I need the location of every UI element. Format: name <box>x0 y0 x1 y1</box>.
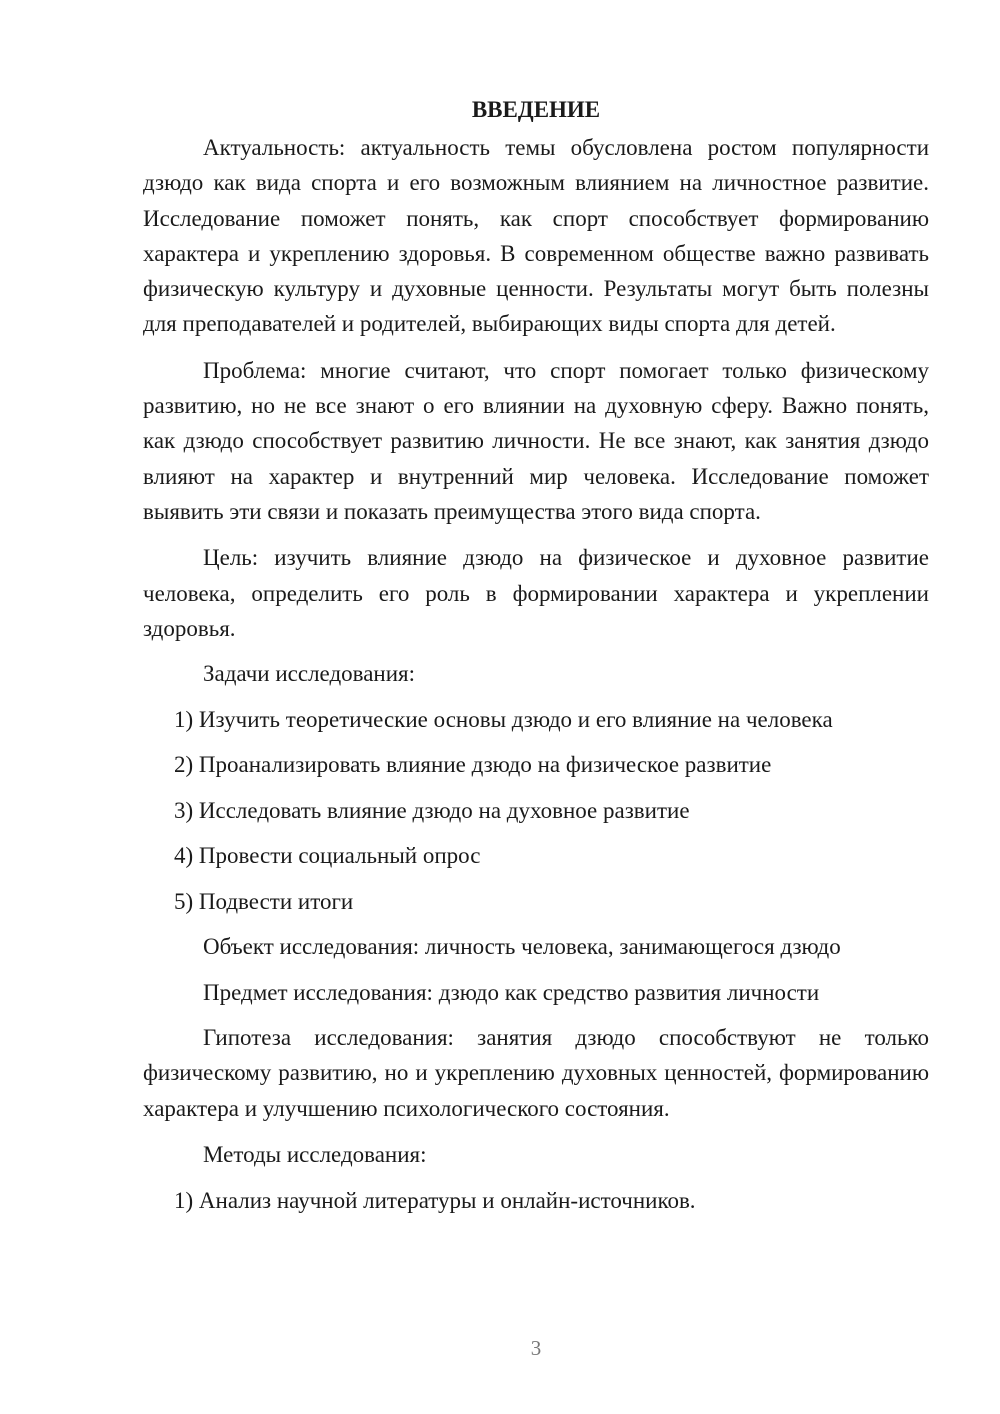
task-item: 4) Провести социальный опрос <box>174 843 481 869</box>
task-item: 2) Проанализировать влияние дзюдо на физическое развитие <box>174 752 772 778</box>
goal-paragraph: Цель: изучить влияние дзюдо на физическое и духовное развитие человека, определить его роль в формировании характера и укреплении здоровья. <box>143 545 929 641</box>
method-item: 1) Анализ научной литературы и онлайн-источников. <box>174 1187 696 1213</box>
task-item: 5) Подвести итоги <box>174 888 354 914</box>
hypothesis-paragraph: Гипотеза исследования: занятия дзюдо способствуют не только физическому развитию, но и укреплению духовных ценностей, формированию характера и улучшению психологического состояния. <box>143 1025 929 1121</box>
task-item: 3) Исследовать влияние дзюдо на духовное развитие <box>174 797 690 823</box>
research-subject: Предмет исследования: дзюдо как средство развития личности <box>203 979 820 1005</box>
methods-heading: Методы исследования: <box>203 1142 427 1168</box>
relevance-paragraph: Актуальность: актуальность темы обусловлена ростом популярности дзюдо как вида спорта и его возможным влиянием на личностное развитие. Исследование поможет понять, как спорт способствует формированию характера и укреплению здоровья. В современном обществе важно развивать физическую культуру и духовные ценности. Результаты могут быть полезны для преподавателей и родителей, выбирающих виды спорта для детей. <box>143 135 929 337</box>
page-number: 3 <box>530 1336 542 1360</box>
section-heading: ВВЕДЕНИЕ <box>471 97 601 122</box>
tasks-heading: Задачи исследования: <box>203 661 416 687</box>
task-item: 1) Изучить теоретические основы дзюдо и его влияние на человека <box>174 706 833 732</box>
problem-paragraph: Проблема: многие считают, что спорт помогает только физическому развитию, но не все знают о его влиянии на духовную сферу. Важно понять, как дзюдо способствует развитию личности. Не все знают, как занятия дзюдо влияют на характер и внутренний мир человека. Исследование поможет выявить эти связи и показать преимущества этого вида спорта. <box>143 357 929 524</box>
page-content <box>143 92 929 1228</box>
research-object: Объект исследования: личность человека, занимающегося дзюдо <box>203 934 841 960</box>
